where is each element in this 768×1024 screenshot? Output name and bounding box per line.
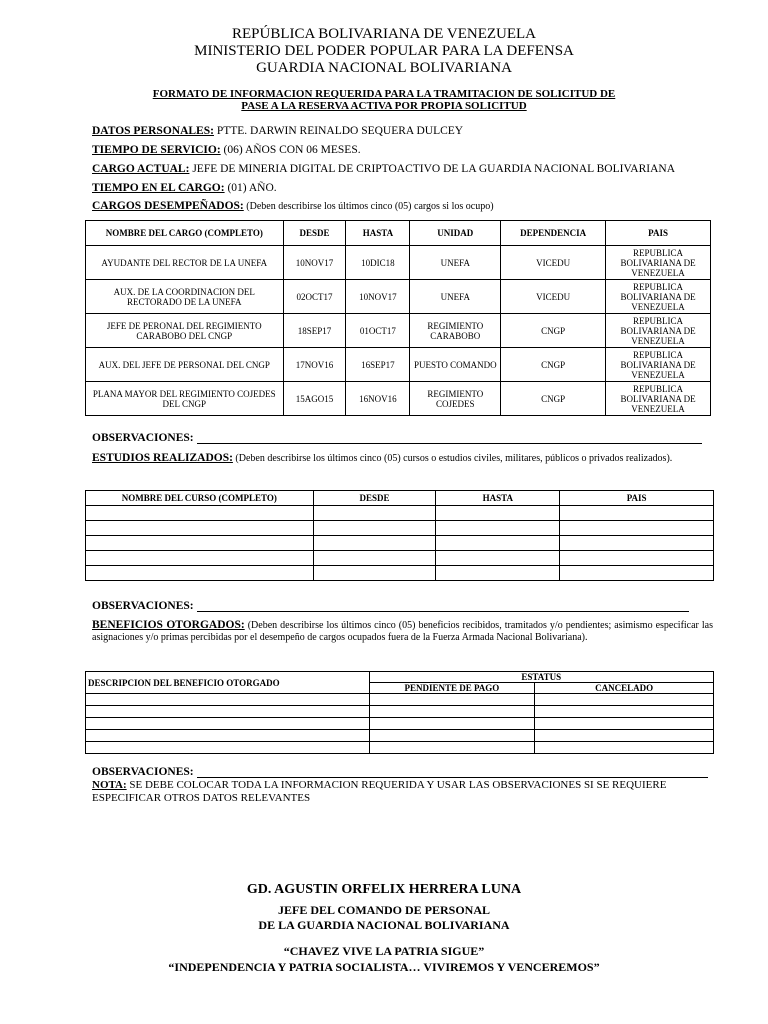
cargos-table-cell: REPUBLICA BOLIVARIANA DE VENEZUELA (606, 280, 711, 314)
cargos-table-cell: UNEFA (410, 246, 501, 280)
cargos-table-cell: 16SEP17 (346, 348, 410, 382)
estudios-table-row (86, 536, 714, 551)
cargos-table-cell: 01OCT17 (346, 314, 410, 348)
header-line-1: REPÚBLICA BOLIVARIANA DE VENEZUELA (231, 26, 537, 42)
beneficios-table-cell[interactable] (369, 718, 535, 730)
cargos-table-cell: REPUBLICA BOLIVARIANA DE VENEZUELA (606, 382, 711, 416)
nota-paragraph (92, 779, 713, 805)
cargo-actual-line (92, 163, 675, 175)
observaciones-2 (92, 600, 689, 612)
estudios-table-cell[interactable] (560, 521, 714, 536)
cargos-table-cell: JEFE DE PERONAL DEL REGIMIENTO CARABOBO DEL CNGP (86, 314, 284, 348)
estudios-table-cell[interactable] (86, 551, 314, 566)
tiempo-servicio-value: (06) AÑOS CON 06 MESES. (220, 144, 361, 156)
cargos-table-cell: PLANA MAYOR DEL REGIMIENTO COJEDES DEL CNGP (86, 382, 284, 416)
estudios-header-cell: NOMBRE DEL CURSO (COMPLETO) (86, 491, 314, 506)
estudios-table-cell[interactable] (313, 566, 436, 581)
cargos-table-cell: AUX. DEL JEFE DE PERSONAL DEL CNGP (86, 348, 284, 382)
beneficios-header-desc: DESCRIPCION DEL BENEFICIO OTORGADO (86, 672, 370, 694)
estudios-table-cell[interactable] (86, 506, 314, 521)
estudios-header-cell: DESDE (313, 491, 436, 506)
observaciones-1 (92, 432, 702, 444)
beneficios-table-cell[interactable] (86, 718, 370, 730)
cargos-table-cell: AYUDANTE DEL RECTOR DE LA UNEFA (86, 246, 284, 280)
estudios-table-cell[interactable] (436, 536, 560, 551)
cargos-table-cell: 02OCT17 (283, 280, 346, 314)
beneficios-table-cell[interactable] (535, 718, 714, 730)
estudios-table-cell[interactable] (436, 506, 560, 521)
estudios-header-cell: PAIS (560, 491, 714, 506)
estudios-table-cell[interactable] (313, 536, 436, 551)
beneficios-table-row (86, 730, 714, 742)
beneficios-table-row (86, 718, 714, 730)
beneficios-table-cell[interactable] (535, 730, 714, 742)
signature-title-line-1: JEFE DEL COMANDO DE PERSONAL (277, 903, 491, 917)
beneficios-header-pendiente: PENDIENTE DE PAGO (369, 683, 535, 694)
estudios-table-cell[interactable] (313, 551, 436, 566)
estudios-header-row (86, 491, 714, 506)
estudios-table-cell[interactable] (436, 521, 560, 536)
datos-personales-label: DATOS PERSONALES: (92, 125, 214, 137)
header-line-3: GUARDIA NACIONAL BOLIVARIANA (256, 60, 512, 76)
cargos-table-row (86, 280, 711, 314)
beneficios-table-cell[interactable] (369, 694, 535, 706)
observaciones-fill-line (197, 767, 708, 778)
cargo-actual-label: CARGO ACTUAL: (92, 163, 190, 175)
cargos-table-cell: REGIMIENTO COJEDES (410, 382, 501, 416)
cargos-table-cell: CNGP (501, 382, 606, 416)
cargos-header-cell: PAIS (606, 221, 711, 246)
cargos-table-cell: REPUBLICA BOLIVARIANA DE VENEZUELA (606, 348, 711, 382)
cargos-table-cell: 16NOV16 (346, 382, 410, 416)
cargos-header-row (86, 221, 711, 246)
cargos-table-cell: 10NOV17 (283, 246, 346, 280)
motto-line-1: “CHAVEZ VIVE LA PATRIA SIGUE” (283, 944, 485, 958)
tiempo-servicio-label: TIEMPO DE SERVICIO: (92, 144, 221, 156)
beneficios-table-row (86, 742, 714, 754)
tiempo-cargo-label: TIEMPO EN EL CARGO: (92, 182, 225, 194)
estudios-table-cell[interactable] (560, 536, 714, 551)
observaciones-fill-line (197, 433, 702, 444)
cargos-table-cell: CNGP (501, 314, 606, 348)
beneficios-header-estatus: ESTATUS (369, 672, 714, 683)
cargos-desempenados-label: CARGOS DESEMPEÑADOS: (92, 200, 244, 212)
cargos-table-cell: PUESTO COMANDO (410, 348, 501, 382)
estudios-table-row (86, 551, 714, 566)
estudios-table-cell[interactable] (86, 566, 314, 581)
cargos-table-cell: REPUBLICA BOLIVARIANA DE VENEZUELA (606, 246, 711, 280)
beneficios-table-row (86, 694, 714, 706)
estudios-label: ESTUDIOS REALIZADOS: (92, 452, 233, 464)
cargos-table-cell: 17NOV16 (283, 348, 346, 382)
observaciones-label: OBSERVACIONES: (92, 600, 194, 612)
form-title (100, 88, 668, 112)
tiempo-servicio-line (92, 144, 361, 156)
beneficios-note: (Deben describirse los últimos cinco (05) beneficios recibidos, tramitados y/o pendientes; asimismo especificar las asignaciones y/o primas percibidas por el desempeño de cargos ocupados fuera de la Fuerza Armada Nacional Bolivariana). (92, 620, 713, 643)
estudios-table-cell[interactable] (560, 566, 714, 581)
tiempo-cargo-value: (01) AÑO. (224, 182, 277, 194)
nota-label: NOTA: (92, 779, 127, 791)
estudios-table-cell[interactable] (86, 536, 314, 551)
beneficios-table-row (86, 706, 714, 718)
cargos-table-cell: 18SEP17 (283, 314, 346, 348)
cargos-header-cell: DESDE (283, 221, 346, 246)
cargos-table-cell: VICEDU (501, 246, 606, 280)
cargos-table-cell: AUX. DE LA COORDINACION DEL RECTORADO DE LA UNEFA (86, 280, 284, 314)
cargos-table-row (86, 314, 711, 348)
estudios-table-cell[interactable] (313, 506, 436, 521)
signature-title (0, 903, 768, 933)
estudios-table-cell[interactable] (436, 551, 560, 566)
estudios-table-row (86, 506, 714, 521)
beneficios-label: BENEFICIOS OTORGADOS: (92, 619, 245, 631)
signature-mottos (0, 943, 768, 975)
beneficios-table-cell[interactable] (369, 742, 535, 754)
beneficios-table-cell[interactable] (535, 742, 714, 754)
beneficios-header-row-1 (86, 672, 714, 683)
estudios-header-cell: HASTA (436, 491, 560, 506)
datos-personales-line (92, 125, 463, 137)
cargos-table-cell: 15AGO15 (283, 382, 346, 416)
cargos-desempenados-line (92, 200, 494, 212)
beneficios-table (85, 671, 714, 754)
cargos-table-cell: 10DIC18 (346, 246, 410, 280)
observaciones-fill-line (197, 601, 689, 612)
observaciones-3 (92, 766, 708, 778)
beneficios-table-cell[interactable] (535, 694, 714, 706)
datos-personales-value: PTTE. DARWIN REINALDO SEQUERA DULCEY (213, 125, 464, 137)
cargos-header-cell: HASTA (346, 221, 410, 246)
beneficios-header-cancelado: CANCELADO (535, 683, 714, 694)
beneficios-table-cell[interactable] (369, 706, 535, 718)
estudios-table-cell[interactable] (560, 551, 714, 566)
cargos-table-cell: REGIMIENTO CARABOBO (410, 314, 501, 348)
estudios-table-cell[interactable] (560, 506, 714, 521)
observaciones-label: OBSERVACIONES: (92, 432, 194, 444)
cargos-table-cell: UNEFA (410, 280, 501, 314)
tiempo-cargo-line (92, 182, 277, 194)
document-header (0, 26, 768, 77)
cargos-header-cell: NOMBRE DEL CARGO (COMPLETO) (86, 221, 284, 246)
cargos-table-cell: CNGP (501, 348, 606, 382)
beneficios-table-cell[interactable] (369, 730, 535, 742)
cargos-header-cell: UNIDAD (410, 221, 501, 246)
header-line-2: MINISTERIO DEL PODER POPULAR PARA LA DEFENSA (194, 43, 574, 59)
estudios-table-cell[interactable] (86, 521, 314, 536)
estudios-note: (Deben describirse los últimos cinco (05) cursos o estudios civiles, militares, públicos o privados realizados). (232, 453, 673, 464)
form-title-line-2: PASE A LA RESERVA ACTIVA POR PROPIA SOLICITUD (241, 100, 527, 112)
nota-text: SE DEBE COLOCAR TODA LA INFORMACION REQUERIDA Y USAR LAS OBSERVACIONES SI SE REQUIERE ESPECIFICAR OTROS DATOS RELEVANTES (92, 779, 667, 804)
beneficios-table-cell[interactable] (86, 706, 370, 718)
beneficios-table-cell[interactable] (535, 706, 714, 718)
estudios-paragraph (92, 452, 713, 465)
beneficios-paragraph (92, 619, 713, 644)
estudios-table-row (86, 566, 714, 581)
estudios-table-cell[interactable] (313, 521, 436, 536)
form-title-line-1: FORMATO DE INFORMACION REQUERIDA PARA LA TRAMITACION DE SOLICITUD DE (152, 88, 616, 100)
cargos-table-cell: 10NOV17 (346, 280, 410, 314)
signature-name: GD. AGUSTIN ORFELIX HERRERA LUNA (246, 882, 522, 897)
estudios-table-cell[interactable] (436, 566, 560, 581)
cargos-table-cell: VICEDU (501, 280, 606, 314)
observaciones-label: OBSERVACIONES: (92, 766, 194, 778)
beneficios-table-cell[interactable] (86, 730, 370, 742)
cargos-desempenados-note: (Deben describirse los últimos cinco (05) cargos si los ocupo) (243, 201, 494, 212)
motto-line-2: “INDEPENDENCIA Y PATRIA SOCIALISTA… VIVIREMOS Y VENCEREMOS” (168, 960, 600, 974)
cargos-table-row (86, 348, 711, 382)
beneficios-table-cell[interactable] (86, 694, 370, 706)
estudios-table (85, 490, 714, 581)
cargo-actual-value: JEFE DE MINERIA DIGITAL DE CRIPTOACTIVO DE LA GUARDIA NACIONAL BOLIVARIANA (189, 163, 676, 175)
cargos-header-cell: DEPENDENCIA (501, 221, 606, 246)
estudios-table-row (86, 521, 714, 536)
beneficios-table-cell[interactable] (86, 742, 370, 754)
signature-title-line-2: DE LA GUARDIA NACIONAL BOLIVARIANA (258, 918, 510, 932)
cargos-table-cell: REPUBLICA BOLIVARIANA DE VENEZUELA (606, 314, 711, 348)
cargos-table-row (86, 382, 711, 416)
cargos-table (85, 220, 711, 416)
cargos-table-row (86, 246, 711, 280)
